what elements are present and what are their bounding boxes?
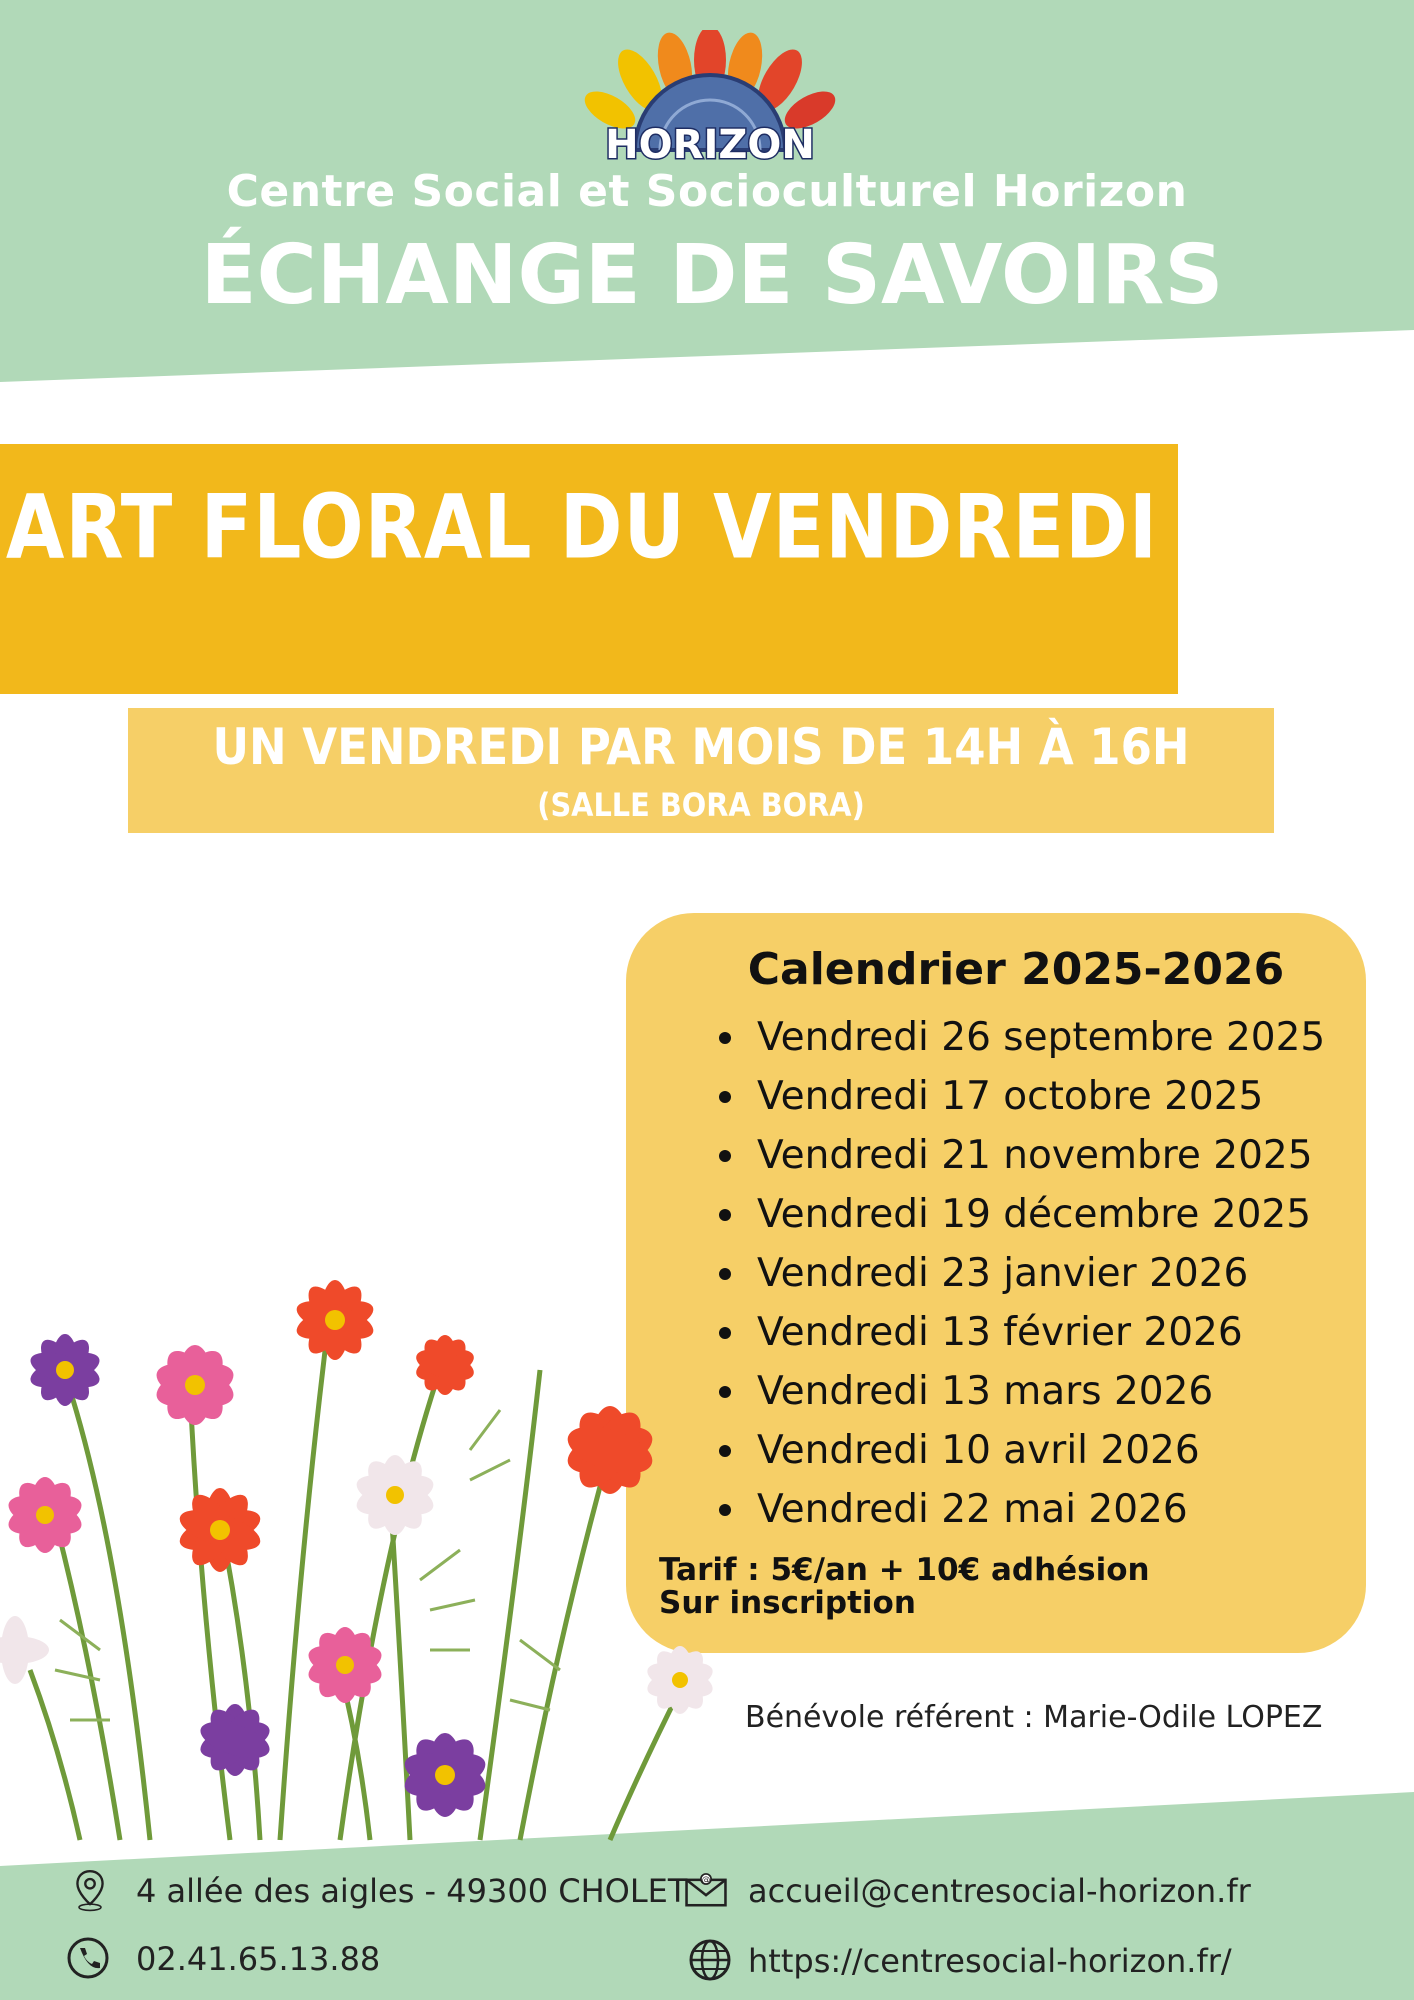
- date-text: Vendredi 21 novembre 2025: [757, 1133, 1313, 1178]
- flowers-illustration: [0, 1250, 760, 1850]
- list-item: [757, 1480, 1325, 1539]
- date-text: Vendredi 13 février 2026: [757, 1310, 1243, 1355]
- phone-icon: [66, 1936, 110, 1980]
- horizon-logo: [580, 30, 840, 170]
- bullet-icon: [719, 1091, 731, 1103]
- list-item: [757, 1362, 1325, 1421]
- event-title: ART FLORAL DU VENDREDI: [5, 475, 1158, 579]
- program-title: ÉCHANGE DE SAVOIRS: [200, 228, 1224, 323]
- phone-text: 02.41.65.13.88: [136, 1940, 381, 1978]
- address-text: 4 allée des aigles - 49300 CHOLET: [136, 1872, 688, 1910]
- room-text: (SALLE BORA BORA): [537, 786, 865, 824]
- date-text: Vendredi 19 décembre 2025: [757, 1192, 1312, 1237]
- date-text: Vendredi 26 septembre 2025: [757, 1015, 1326, 1060]
- organization-name: Centre Social et Socioculturel Horizon: [226, 166, 1188, 217]
- schedule-text: UN VENDREDI PAR MOIS DE 14H À 16H: [212, 718, 1190, 776]
- red-flower-icon: [292, 1279, 377, 1361]
- website-link[interactable]: https://centresocial-horizon.fr/: [748, 1942, 1232, 1980]
- globe-icon: [688, 1938, 732, 1982]
- svg-text:@: @: [701, 1874, 711, 1885]
- date-text: Vendredi 13 mars 2026: [757, 1369, 1214, 1414]
- volunteer-text: Bénévole référent : Marie-Odile LOPEZ: [745, 1700, 1323, 1735]
- list-item: [757, 1008, 1325, 1067]
- logo-text: HORIZON: [605, 122, 815, 168]
- list-item: [757, 1303, 1325, 1362]
- bullet-icon: [719, 1032, 731, 1044]
- price-text: Tarif : 5€/an + 10€ adhésion: [659, 1552, 1150, 1588]
- registration-text: Sur inscription: [659, 1585, 916, 1621]
- pink-flower-icon: [151, 1342, 238, 1428]
- list-item: [757, 1185, 1325, 1244]
- calendar-title: Calendrier 2025-2026: [747, 944, 1285, 995]
- date-text: Vendredi 17 octobre 2025: [757, 1074, 1264, 1119]
- bullet-icon: [719, 1150, 731, 1162]
- list-item: [757, 1421, 1325, 1480]
- list-item: [757, 1067, 1325, 1126]
- email-icon: [684, 1868, 728, 1912]
- email-link[interactable]: accueil@centresocial-horizon.fr: [748, 1872, 1251, 1910]
- calendar-list: [757, 1008, 1325, 1539]
- bullet-icon: [719, 1209, 731, 1221]
- location-pin-icon: [68, 1868, 112, 1912]
- date-text: Vendredi 10 avril 2026: [757, 1428, 1200, 1473]
- list-item: [757, 1126, 1325, 1185]
- date-text: Vendredi 22 mai 2026: [757, 1487, 1188, 1532]
- date-text: Vendredi 23 janvier 2026: [757, 1251, 1249, 1296]
- list-item: [757, 1244, 1325, 1303]
- purple-flower-icon: [26, 1333, 103, 1408]
